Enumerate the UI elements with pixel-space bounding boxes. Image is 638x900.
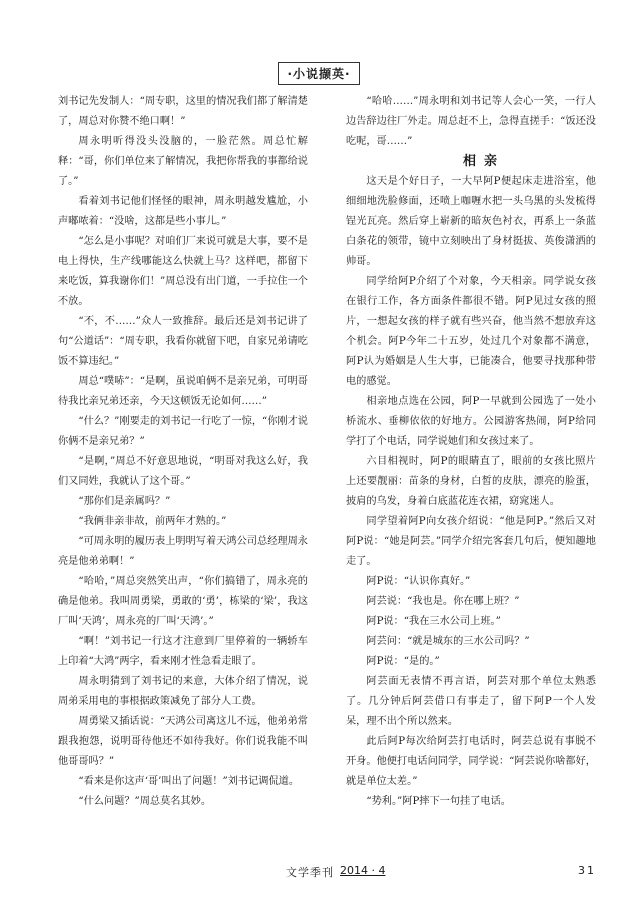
paragraph: 周永明听得没头没脑的，一脸茫然。周总忙解释：“哥，你们单位来了解情况，我把你帮我的事都给说了。” [58,136,308,187]
section-label: ·小说撷英· [278,62,359,85]
paragraph: 阿芸问：“就是城东的三水公司吗？” [366,636,530,647]
story-title: 相亲 [462,154,505,169]
paragraph: 周勇梁又插话说：“天鸿公司离这儿不远，他弟弟常跟我抱怨，说明哥待他还不如待我好。你们说我能不叫他哥哥吗？” [58,716,308,767]
right-text-column [346,92,596,812]
paragraph: 周永明猜到了刘书记的来意，大体介绍了情况，说周弟采用电的事根据政策减免了部分人工费。 [58,676,308,707]
paragraph: 同学望着阿P向女孩介绍说：“他是阿P。”然后又对阿P说：“她是阿芸。”同学介绍完客套几句后，便知趣地走了。 [346,516,596,567]
paragraph: 六目相视时，阿P的眼睛直了，眼前的女孩比照片上还要靓丽：苗条的身材，白皙的皮肤，漂亮的脸蛋，披肩的乌发，身着白底蓝花连衣裙，窈窕迷人。 [346,456,596,507]
story-body [346,172,596,812]
paragraph: 阿芸面无表情不再言语，阿芸对那个单位太熟悉了。几分钟后阿芸借口有事走了，留下阿P一个人发呆，理不出个所以然来。 [346,676,596,727]
paragraph: “是啊，”周总不好意思地说，“明哥对我这么好，我们又同姓，我就认了这个哥。” [58,456,308,487]
section-header [0,62,638,85]
left-text-column [58,92,308,812]
paragraph: “看来是你这声‘哥’叫出了问题！”刘书记调侃道。 [78,776,300,787]
paragraph: “势利。”阿P摔下一句挂了电话。 [366,796,511,807]
issue-number: 2014 · 4 [340,864,386,877]
paragraph: 阿P说：“是的。” [366,656,440,667]
paragraph: 阿P说：“我在三水公司上班。” [366,616,501,627]
paragraph: 相亲地点选在公园，阿P一早就到公园选了一处小桥流水、垂柳依依的好地方。公园游客热闹，阿P给同学打了个电话，同学说她们和女孩过来了。 [346,396,596,447]
paragraph: 看着刘书记他们怪怪的眼神，周永明越发尴尬，小声嘟哝着：“没啥，这都是些小事儿。” [58,196,308,227]
paragraph: 阿芸说：“我也是。你在哪上班？” [366,596,520,607]
page-number: 31 [578,864,596,877]
paragraph: “我俩非亲非故，前两年才熟的。” [78,516,227,527]
paragraph: 周总“噗哧”：“是啊，虽说咱俩不是亲兄弟，可明哥待我比亲兄弟还亲，今天这顿饭无论如何……” [58,376,308,407]
paragraph: “不，不……”众人一致推辞。最后还是刘书记讲了句“公道话”：“周专职，我看你就留下吧，自家兄弟请吃饭不算违纪。” [58,316,308,367]
paragraph: “可周永明的履历表上明明写着天鸿公司总经理周永亮是他弟弟啊！” [58,536,308,567]
paragraph: 此后阿P每次给阿芸打电话时，阿芸总说有事脱不开身。他便打电话问同学，同学说：“阿芸说你啥都好，就是单位太差。” [346,736,596,787]
paragraph: 刘书记先发制人：“周专职，这里的情况我们都了解清楚了，周总对你赞不绝口啊！” [58,96,308,127]
paragraph: 这天是个好日子，一大早阿P便起床走进浴室，他细细地洗脸修面，还喷上咖喱水把一头乌黑的头发梳得锃光瓦亮。然后穿上崭新的暗灰色衬衣，再系上一条蓝白条花的领带，镜中立刻映出了身材挺拔、英俊潇洒的帅哥。 [346,176,596,267]
paragraph: “怎么是小事呢？对咱们厂来说可就是大事，要不是电上得快，生产线哪能这么快就上马？这样吧，都留下来吃饭，算我谢你们！”周总没有出门道，一手拉住一个不放。 [58,236,308,307]
paragraph: 阿P说：“认识你真好。” [366,576,471,587]
story-continuation [346,92,596,152]
paragraph: “什么？”刚要走的刘书记一行吃了一惊，“你刚才说你俩不是亲兄弟？” [58,416,308,447]
paragraph: “哈哈……”周永明和刘书记等人会心一笑，一行人边告辞边往厂外走。周总赶不上，急得直搓手：“饭还没吃呢，哥……” [346,96,596,147]
paragraph: 同学给阿P介绍了个对象，今天相亲。同学说女孩在银行工作，各方面条件都很不错。阿P见过女孩的照片，一想起女孩的样子就有些兴奋，他当然不想放弃这个机会。阿P今年二十五岁，处过几个对象都不满意，阿P认为婚姻是人生大事，已能凑合，他要寻找那种带电的感觉。 [346,276,596,387]
paragraph: “啊！”刘书记一行这才注意到厂里停着的一辆轿车上印着“大鸿”两字，看来刚才性急看走眼了。 [58,636,308,667]
journal-name: 文学季刊 [286,866,334,879]
paragraph: “那你们是亲属吗？” [78,496,171,507]
paragraph: “什么问题？”周总莫名其妙。 [78,796,212,807]
paragraph: “哈哈，”周总突然笑出声，“你们搞错了，周永亮的确是他弟。我叫周勇梁，勇敢的‘勇’，栋梁的‘梁’，我这厂叫‘天鸿’，周永亮的厂叫‘天鸿’。” [58,576,308,627]
